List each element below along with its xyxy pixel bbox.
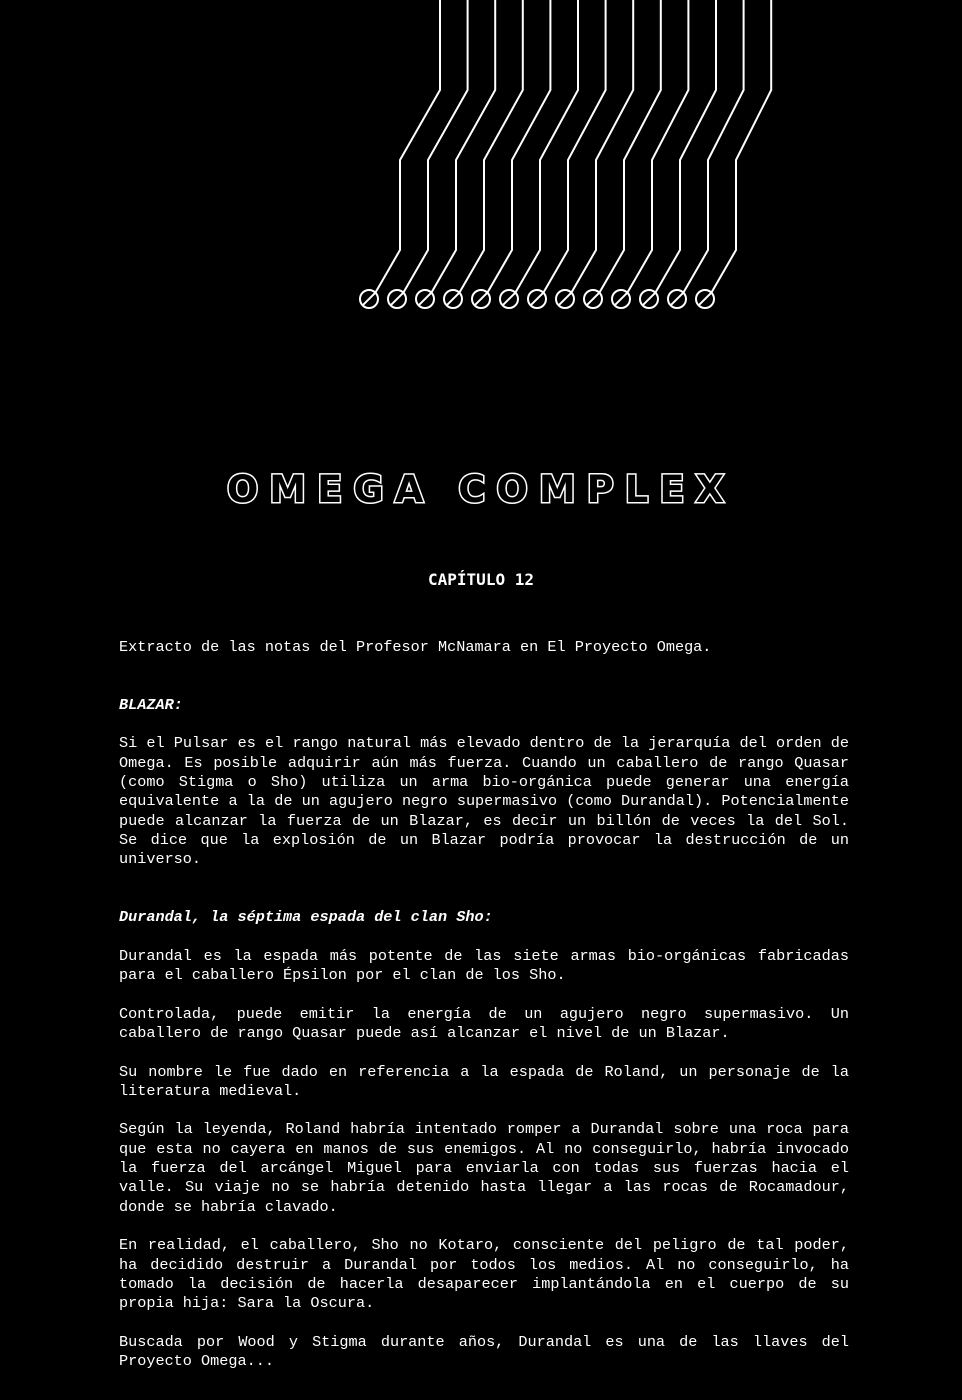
section-heading-blazar: BLAZAR: bbox=[119, 695, 183, 714]
circuit-trace bbox=[375, 0, 440, 293]
circuit-node-slash bbox=[531, 293, 544, 306]
paragraph: Su nombre le fue dado en referencia a la espada de Roland, un personaje de la literatura medieval. bbox=[119, 1062, 849, 1100]
circuit-node-slash bbox=[559, 293, 572, 306]
circuit-trace bbox=[431, 0, 495, 293]
circuit-node-slash bbox=[419, 293, 432, 306]
circuit-node-slash bbox=[615, 293, 628, 306]
document-body bbox=[119, 638, 849, 1371]
circuit-trace bbox=[655, 0, 716, 293]
paragraph: Durandal es la espada más potente de las siete armas bio-orgánicas fabricadas para el caballero Épsilon por el clan de los Sho. bbox=[119, 946, 849, 985]
circuit-trace bbox=[459, 0, 522, 293]
page-title: OMEGA COMPLEX bbox=[226, 468, 736, 511]
circuit-node-slash bbox=[447, 293, 460, 306]
circuit-trace bbox=[403, 0, 467, 293]
circuit-node-slash bbox=[363, 293, 376, 306]
paragraph: Controlada, puede emitir la energía de un agujero negro supermasivo. Un caballero de rango Quasar puede así alcanzar el nivel de un Blazar. bbox=[119, 1004, 849, 1042]
paragraph: Buscada por Wood y Stigma durante años, Durandal es una de las llaves del Proyecto Omega... bbox=[119, 1332, 849, 1370]
circuit-lines-icon bbox=[0, 0, 962, 330]
paragraph: Según la leyenda, Roland habría intentado romper a Durandal sobre una roca para que esta no cayera en manos de sus enemigos. Al no conseguirlo, habría invocado la fuerza del arcángel Miguel para enviarla con todas sus fuerzas hacia el valle. Su viaje no se habría detenido hasta llegar a las rocas de Rocamadour, donde se habría clavado. bbox=[119, 1120, 849, 1216]
circuit-node-slash bbox=[475, 293, 488, 306]
circuit-node-slash bbox=[391, 293, 404, 306]
paragraph: Si el Pulsar es el rango natural más elevado dentro de la jerarquía del orden de Omega. Es posible adquirir aún más fuerza. Cuando un caballero de rango Quasar (como Stigma o Sho) utiliza un arma bio-orgánica puede generar una energía equivalente a la de un agujero negro supermasivo (como Durandal). Potencialmente puede alcanzar la fuerza de un Blazar, es decir un billón de veces la del Sol. Se dice que la explosión de un Blazar podría provocar la destrucción de un universo. bbox=[119, 734, 849, 869]
circuit-node-slash bbox=[671, 293, 684, 306]
chapter-heading: CAPÍTULO 12 bbox=[428, 570, 534, 589]
circuit-node-slash bbox=[503, 293, 516, 306]
circuit-node-slash bbox=[699, 293, 712, 306]
intro-text: Extracto de las notas del Profesor McNamara en El Proyecto Omega. bbox=[119, 638, 712, 656]
section-heading-durandal: Durandal, la séptima espada del clan Sho: bbox=[119, 908, 493, 927]
circuit-node-slash bbox=[643, 293, 656, 306]
circuit-trace bbox=[711, 0, 771, 293]
circuit-node-slash bbox=[587, 293, 600, 306]
paragraph: En realidad, el caballero, Sho no Kotaro, consciente del peligro de tal poder, ha decidido destruir a Durandal por todos los medios. Al no conseguirlo, ha tomado la decisión de hacerla desaparecer implantándola en el cuerpo de su propia hija: Sara la Oscura. bbox=[119, 1236, 849, 1313]
circuit-trace bbox=[683, 0, 743, 293]
